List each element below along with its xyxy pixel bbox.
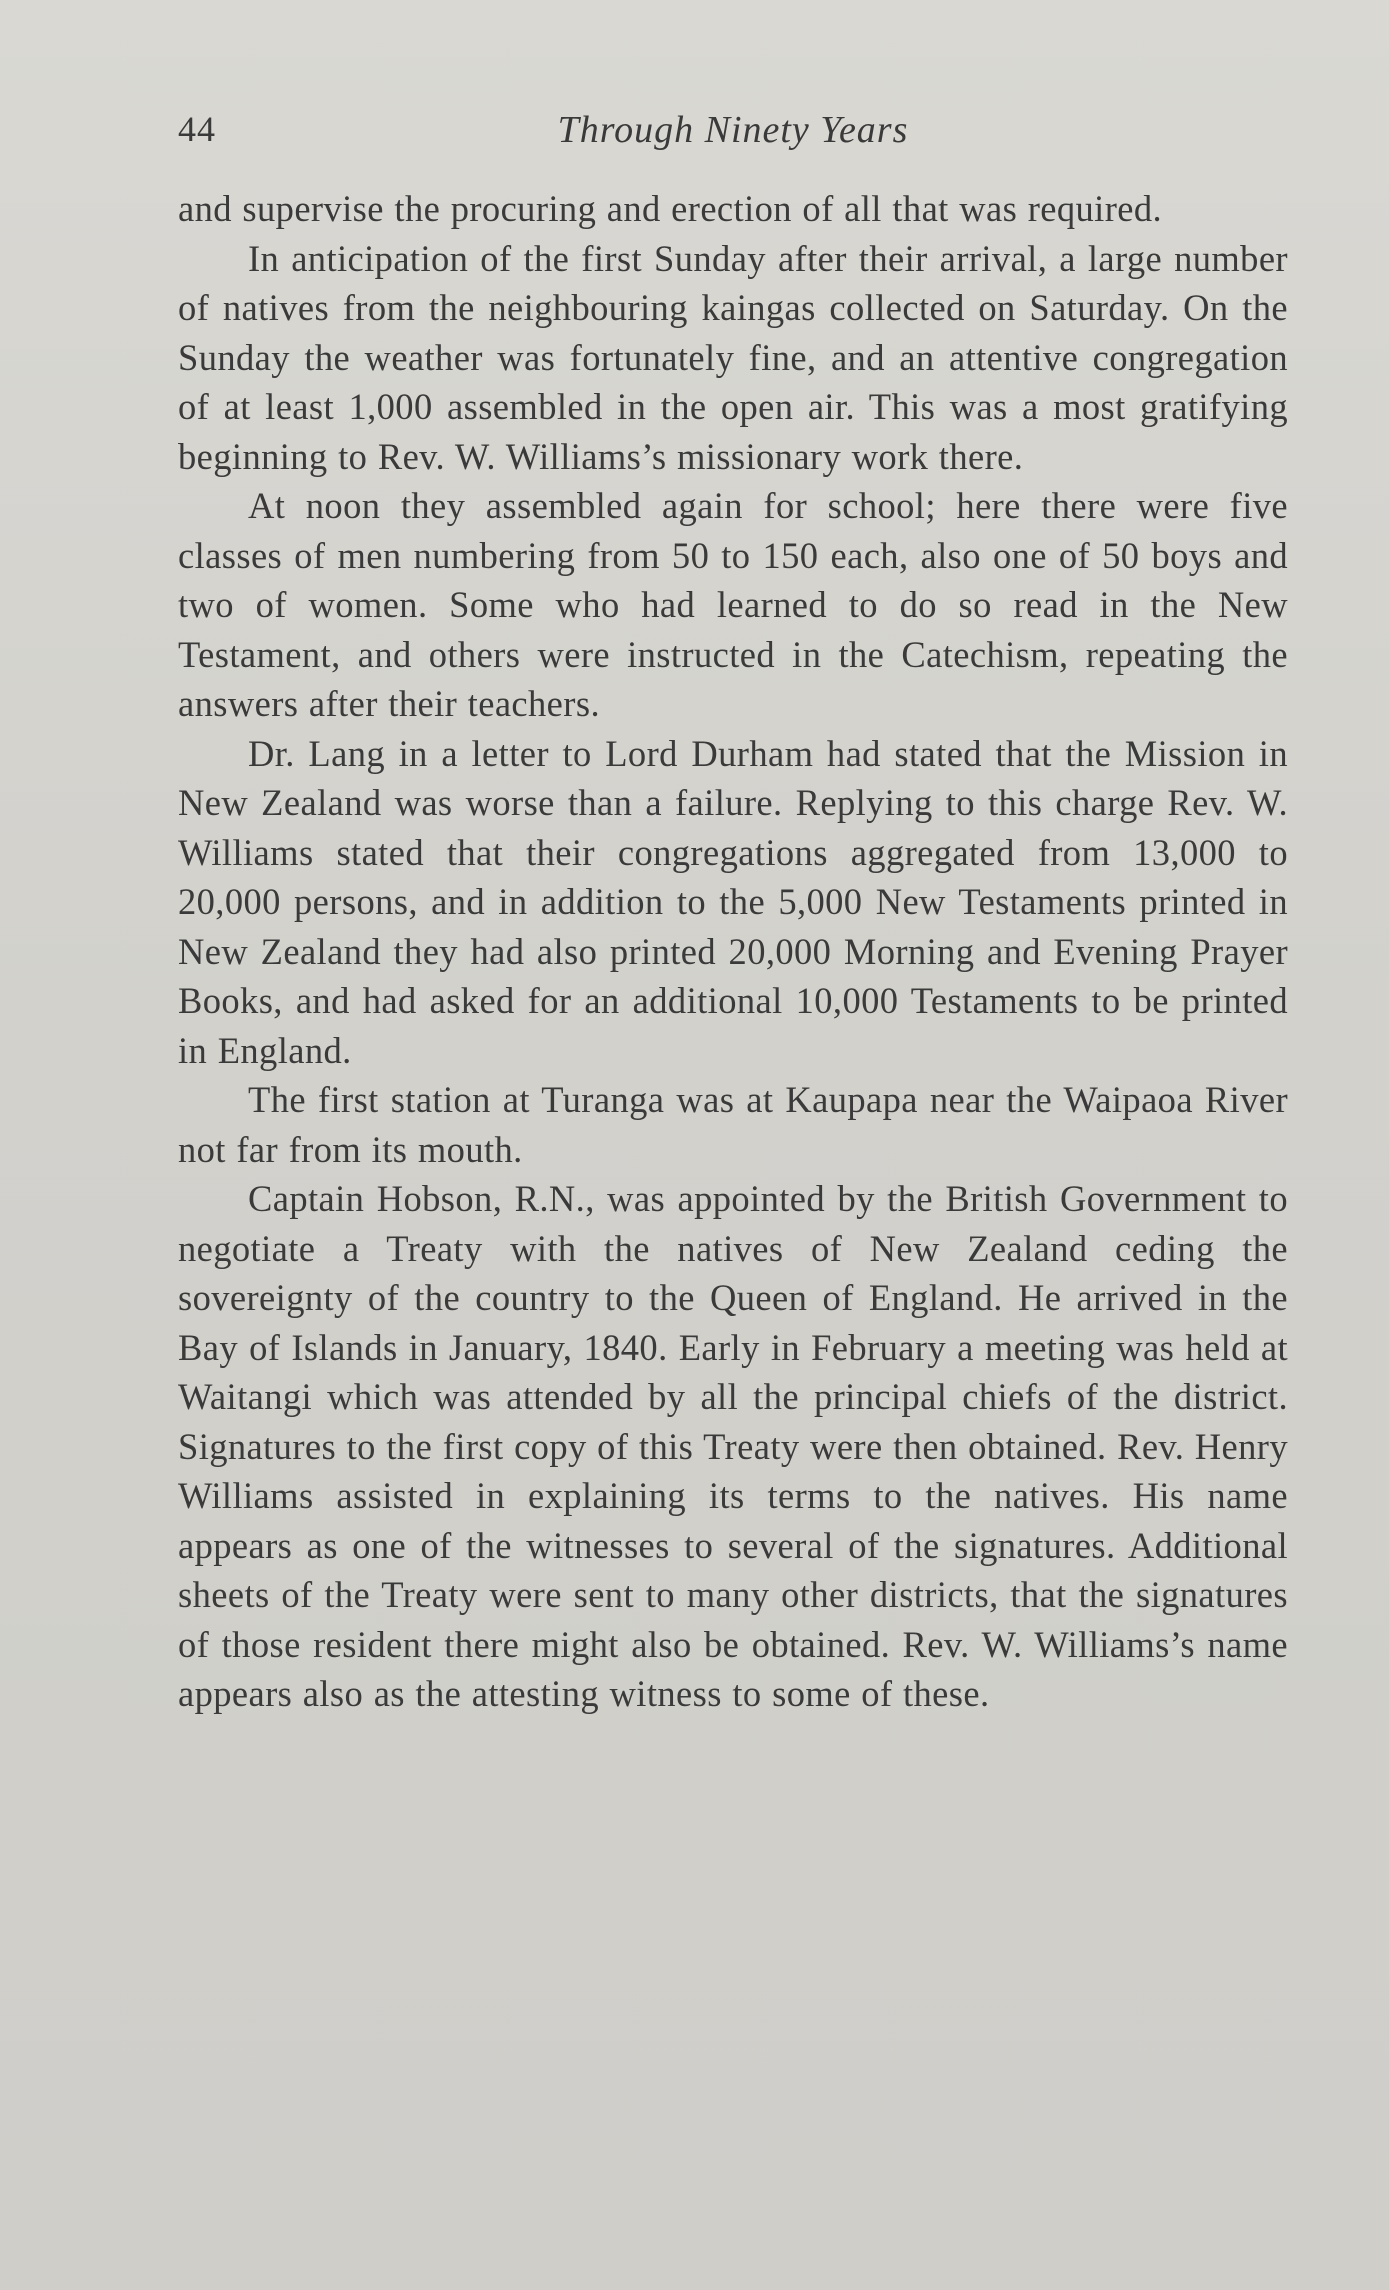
paragraph-dr-lang: Dr. Lang in a letter to Lord Durham had stated that the Mission in New Zealand was worse than a failure. Replying to this charge Rev. W. Williams stated that their congregations aggregated from 13,000 to 20,000 persons, and in addition to the 5,000 New Testaments printed in New Zealand they had also printed 20,000 Morning and Evening Prayer Books, and had asked for an additional 10,000 Testaments to be printed in England. <box>178 732 1288 1071</box>
page-number: 44 <box>178 109 216 149</box>
running-title: Through Ninety Years <box>557 109 909 151</box>
paragraph-continuation: and supervise the procuring and erection of all that was required. <box>178 188 1163 229</box>
paragraph-first-sunday: In anticipation of the first Sunday after their arrival, a large number of natives from the neighbouring kaingas collected on Saturday. On the Sunday the weather was fortunately fine, and an attentive congregation of at least 1,000 assembled in the open air. This was a most gratifying beginning to Rev. W. Williams’s missionary work there. <box>178 237 1288 477</box>
running-head <box>178 100 1288 160</box>
body-text <box>178 184 1288 1719</box>
paragraph-school: At noon they assembled again for school; here there were five classes of men numbering from 50 to 150 each, also one of 50 boys and two of women. Some who had learned to do so read in the New Testament, and others were instructed in the Catechism, repeating the answers after their teachers. <box>178 485 1288 724</box>
paragraph-first-station: The first station at Turanga was at Kaupapa near the Waipaoa River not far from its mouth. <box>178 1079 1288 1170</box>
paragraph-captain-hobson: Captain Hobson, R.N., was appointed by the British Government to negotiate a Treaty with the natives of New Zealand ceding the sovereignty of the country to the Queen of England. He arrived in the Bay of Islands in January, 1840. Early in February a meeting was held at Waitangi which was attended by all the principal chiefs of the district. Signatures to the first copy of this Treaty were then obtained. Rev. Henry Williams assisted in explaining its terms to the natives. His name appears as one of the witnesses to several of the signatures. Additional sheets of the Treaty were sent to many other districts, that the signatures of those resident there might also be obtained. Rev. W. Williams’s name appears also as the attesting witness to some of these. <box>178 1178 1288 1714</box>
